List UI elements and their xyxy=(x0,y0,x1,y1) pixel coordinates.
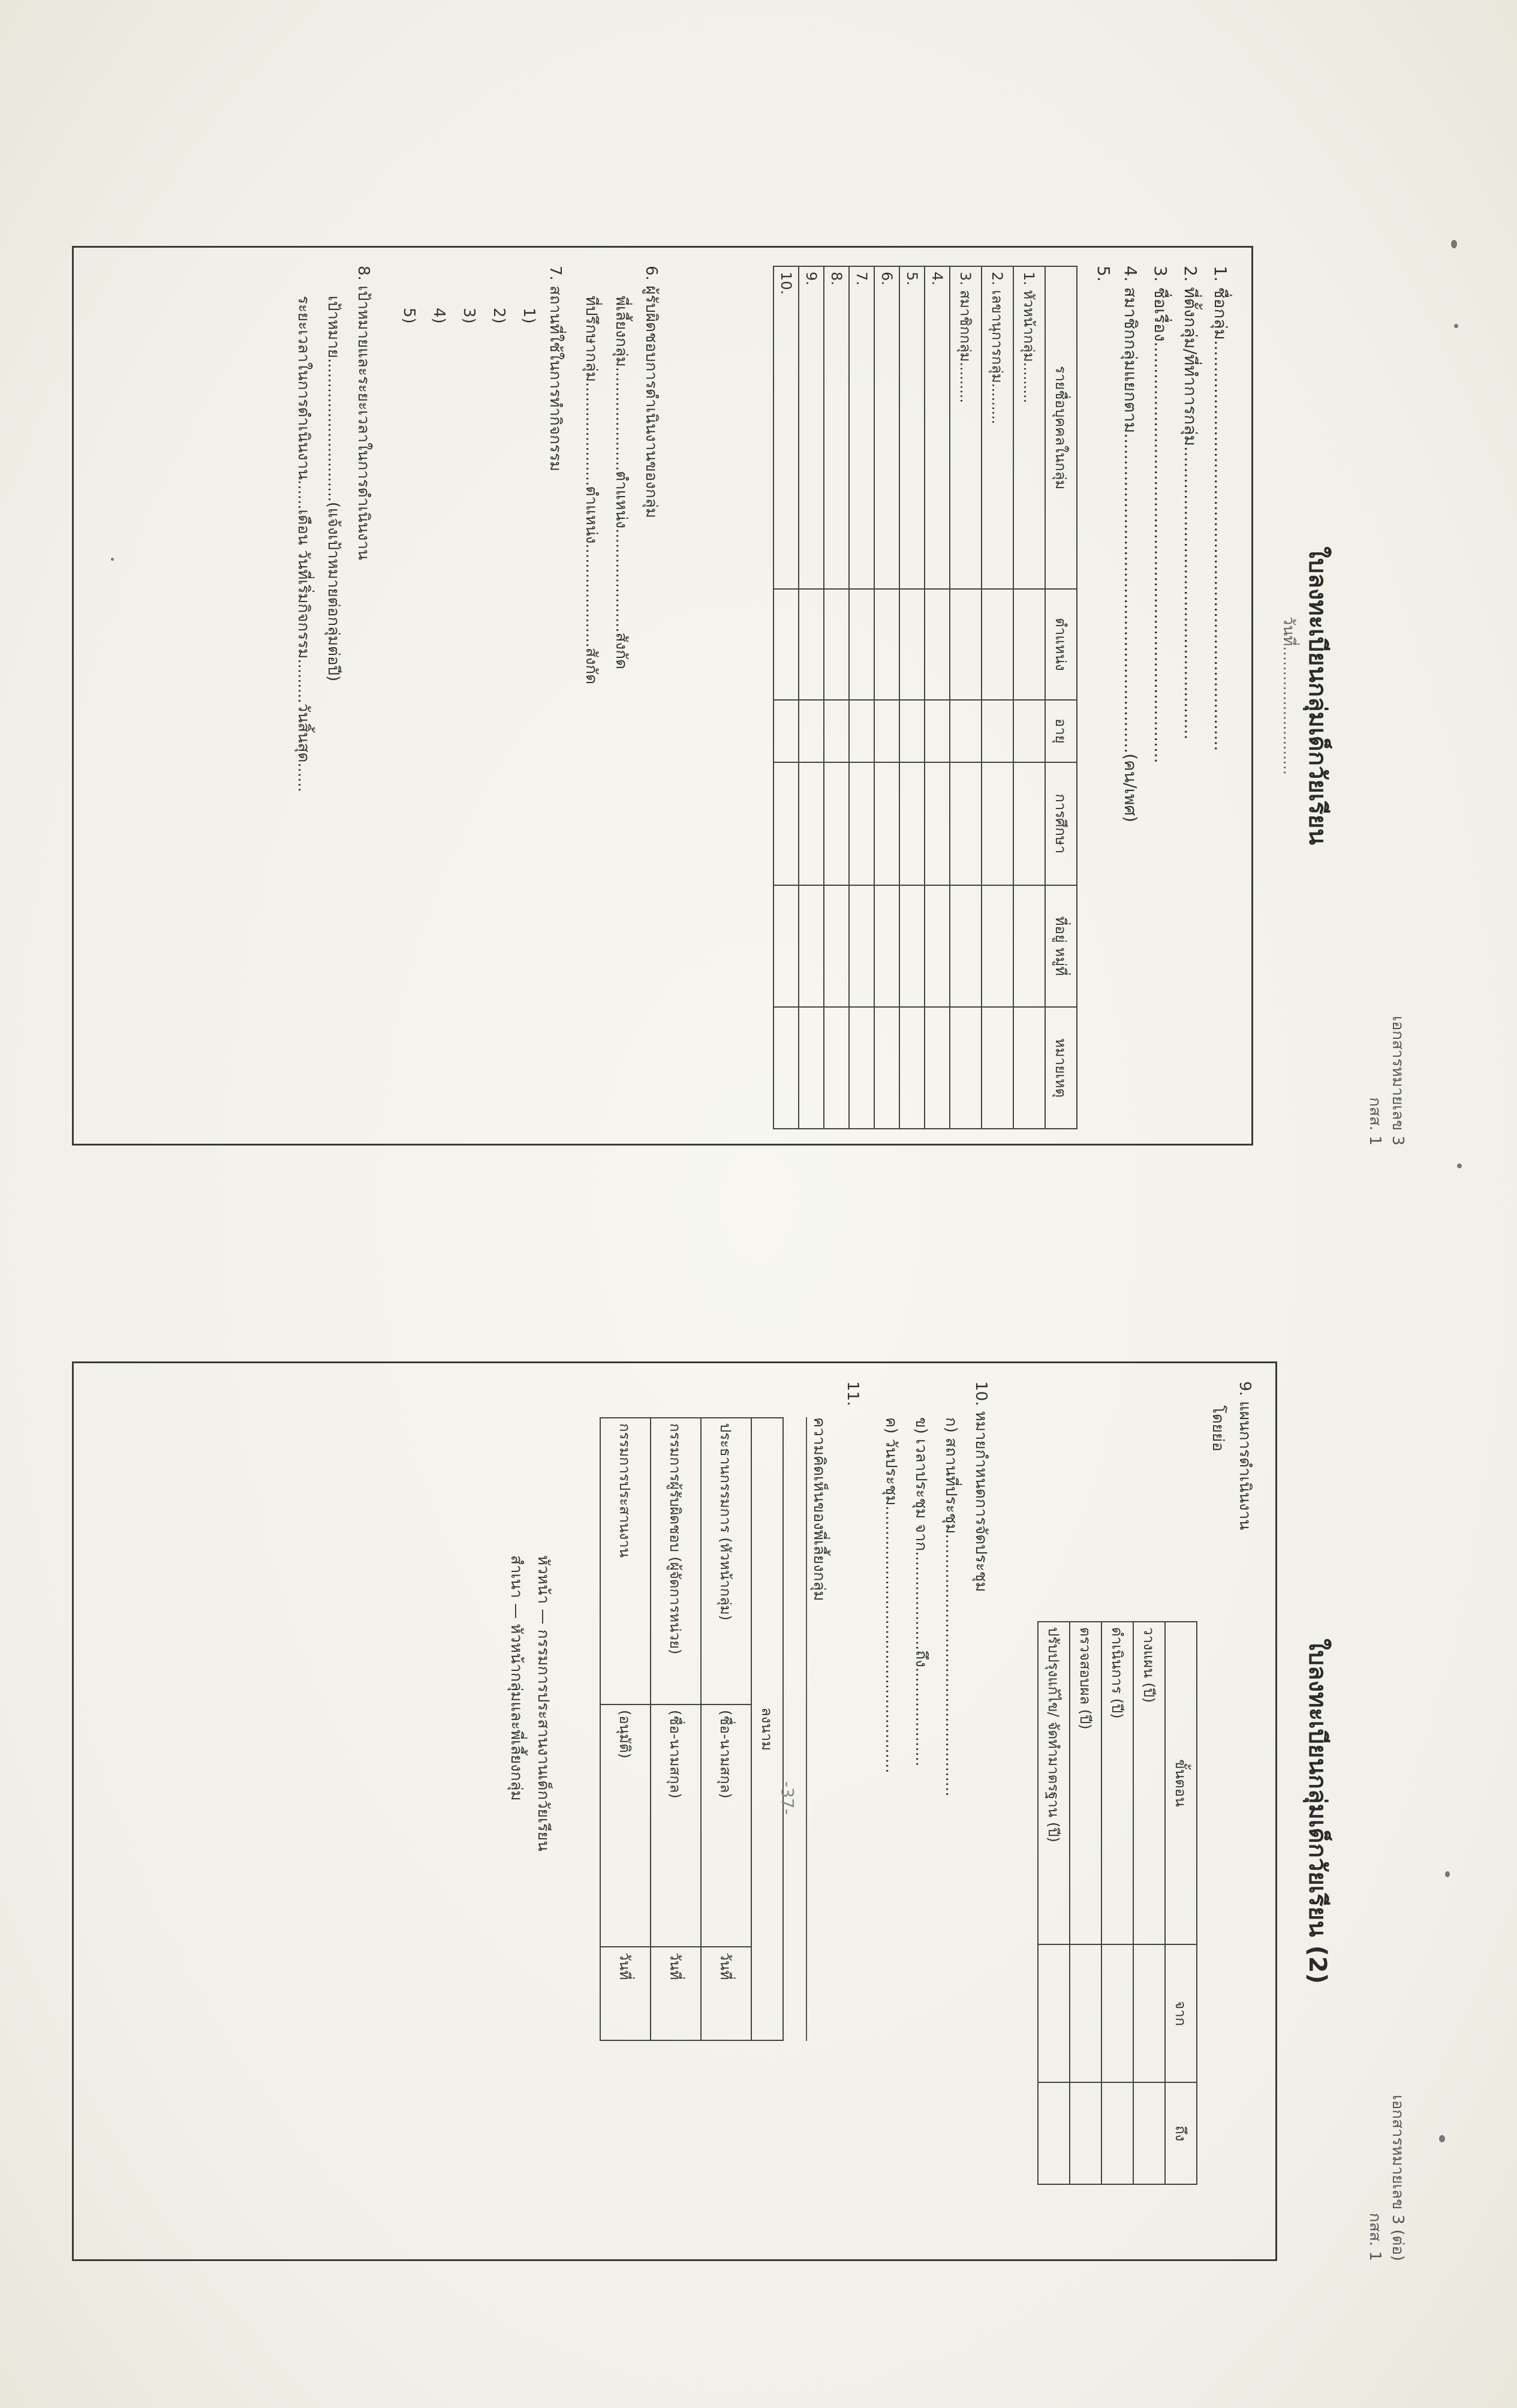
form-code: กสส. 1 xyxy=(1366,2212,1384,2261)
row-label: ดำเนินการ (ปี) xyxy=(1101,1622,1133,1944)
section-7-item-4: 4) xyxy=(430,308,448,324)
sign-role: กรรมการผู้รับผิดชอบ (ผู้จัดการหน่วย) xyxy=(651,1418,701,1704)
table-row xyxy=(773,266,799,1129)
rotated-content xyxy=(48,210,1427,2309)
registration-form-page-2 xyxy=(48,1325,1427,2297)
row-label: 3. สมาชิกกลุ่ม......... xyxy=(950,266,982,589)
col-address: ที่อยู่ หมู่ที่ xyxy=(1045,885,1077,1008)
table-row xyxy=(1013,266,1045,1129)
row-label: 2. เลขานุการกลุ่ม......... xyxy=(982,266,1013,589)
opinion-label: ความคิดเห็นของพี่เลี้ยงกลุ่ม xyxy=(806,1417,832,2041)
section-10-b: ข) เวลาประชุม จาก....................ถึง.................... xyxy=(912,1417,930,1767)
section-7-item-3: 3) xyxy=(460,308,478,324)
row-label: 4. xyxy=(925,266,950,589)
table-row xyxy=(824,266,849,1129)
section-7-item-5: 5) xyxy=(400,308,418,324)
field-1: 1. ชื่อกลุ่ม............................................................................. xyxy=(1211,266,1230,751)
row-label: 7. xyxy=(849,266,874,589)
section-10-c: ค) วันประชุม...................................................... xyxy=(882,1417,900,1773)
table-header-row xyxy=(1165,1622,1197,2184)
doc-number: เอกสารหมายเลข 3 (ต่อ) xyxy=(1389,2094,1407,2261)
sign-role: ประธานกรรมการ (หัวหน้ากลุ่ม) xyxy=(701,1418,751,1704)
row-label: 10. xyxy=(773,266,799,589)
col-from: จาก xyxy=(1165,1944,1197,2082)
field-3: 3. ชื่อเรื่อง............................................................................... xyxy=(1151,266,1170,763)
row-label: 9. xyxy=(799,266,824,589)
section-9-sub: โดยย่อ xyxy=(1209,1405,1227,1451)
col-name: รายชื่อบุคคลในกลุ่ม xyxy=(1045,266,1077,589)
scan-speck xyxy=(1439,2135,1445,2142)
sign-date: วันที่ xyxy=(651,1947,701,2040)
section-7: 7. สถานที่ใช้ในการทำกิจกรรม xyxy=(546,266,564,471)
row-label: 6. xyxy=(874,266,899,589)
col-position: ตำแหน่ง xyxy=(1045,589,1077,700)
table-row xyxy=(982,266,1013,1129)
table-row xyxy=(950,266,982,1129)
section-8-b: ระยะเวลาในการดำเนินงาน......เดือน วันที่เริ่มกิจกรรม.........วันสิ้นสุด...... xyxy=(294,296,312,792)
section-7-item-2: 2) xyxy=(490,308,508,324)
scan-speck xyxy=(1445,1871,1450,1877)
row-label: 5. xyxy=(899,266,925,589)
plan-table xyxy=(1037,1621,1197,2185)
section-8-a: เป้าหมาย.............................(แจ้งเป้าหมายต่อกลุ่มต่อปี) xyxy=(324,296,342,682)
doc-number-block xyxy=(1364,1016,1409,1146)
scan-speck xyxy=(1457,1164,1462,1168)
row-label: ตรวจสอบผล (ปี) xyxy=(1070,1622,1101,1944)
section-7-item-1: 1) xyxy=(520,308,538,324)
doc-number-block xyxy=(1364,2095,1409,2261)
scan-speck xyxy=(1454,324,1458,328)
section-6: 6. ผู้รับผิดชอบการดำเนินงานของกลุ่ม xyxy=(642,266,660,518)
members-table xyxy=(773,266,1077,1129)
sign-date: วันที่ xyxy=(701,1947,751,2040)
row-label: 8. xyxy=(824,266,849,589)
field-5: 5. xyxy=(1094,266,1113,282)
sign-date: วันที่ xyxy=(600,1947,651,2040)
form-box xyxy=(72,1361,1277,2261)
col-age: อายุ xyxy=(1045,700,1077,762)
table-row xyxy=(925,266,950,1129)
table-row xyxy=(899,266,925,1129)
section-6-b: ที่ปรึกษากลุ่ม.....................ตำแหน่ง.....................สังกัด xyxy=(582,296,600,685)
table-row xyxy=(874,266,899,1129)
row-label: 1. หัวหน้ากลุ่ม......... xyxy=(1013,266,1045,589)
section-6-a: พี่เลี้ยงกลุ่ม.....................ตำแหน่ง.....................สังกัด xyxy=(612,296,630,669)
form-code: กสส. 1 xyxy=(1366,1097,1384,1146)
sign-name: (ชื่อ-นามสกุล) xyxy=(651,1704,701,1947)
section-10: 10. หมายกำหนดการจัดประชุม xyxy=(972,1381,990,1592)
signature-table xyxy=(600,1417,784,2041)
sign-name: (ชื่อ-นามสกุล) xyxy=(701,1704,751,1947)
table-row xyxy=(701,1418,751,2040)
table-row xyxy=(1070,1622,1101,2184)
scan-speck xyxy=(111,558,114,561)
section-9: 9. แผนการดำเนินงาน xyxy=(1236,1381,1254,1531)
row-label: วางแผน (ปี) xyxy=(1133,1622,1165,1944)
date-line: วันที่.......................... xyxy=(1280,616,1298,775)
scan-speck xyxy=(1451,240,1457,248)
field-2: 2. ที่ตั้งกลุ่ม/ที่ทำการกลุ่ม....................................................... xyxy=(1181,266,1200,740)
section-10-a: ก) สถานที่ประชุม..................................................... xyxy=(942,1417,960,1797)
table-row xyxy=(1101,1622,1133,2184)
sign-header: ลงนาม xyxy=(751,1418,783,2040)
table-header-row xyxy=(751,1418,783,2040)
table-row xyxy=(799,266,824,1129)
table-row xyxy=(1038,1622,1070,2184)
form-title: ใบลงทะเบียนกลุ่มเด็กวัยเรียน (2) xyxy=(1304,1639,1331,1984)
table-row xyxy=(651,1418,701,2040)
sign-name: (อนุมัติ) xyxy=(600,1704,651,1947)
field-4: 4. สมาชิกกลุ่มแยกตาม............................................................(คน/เพศ) xyxy=(1121,266,1140,823)
form-box xyxy=(72,246,1253,1146)
doc-number: เอกสารหมายเลข 3 xyxy=(1389,1015,1407,1146)
row-label: ปรับปรุงแก้ไข/ จัดทำมาตรฐาน (ปี) xyxy=(1038,1622,1070,1944)
col-remark: หมายเหตุ xyxy=(1045,1007,1077,1129)
sign-role: กรรมการประสานงาน xyxy=(600,1418,651,1704)
table-row xyxy=(1133,1622,1165,2184)
registration-form-page-1 xyxy=(48,210,1427,1182)
footer-distribution-a: หัวหน้า — กรรมการประสานงานเด็กวัยเรียน xyxy=(534,1555,552,1851)
page-number: -37- xyxy=(778,1781,797,1815)
col-education: การศึกษา xyxy=(1045,762,1077,885)
col-step: ขั้นตอน xyxy=(1165,1622,1197,1944)
table-row xyxy=(849,266,874,1129)
table-header-row xyxy=(1045,266,1077,1129)
footer-distribution-b: สำเนา — หัวหน้ากลุ่มและพี่เลี้ยงกลุ่ม xyxy=(507,1555,525,1801)
form-title: ใบลงทะเบียนกลุ่มเด็กวัยเรียน xyxy=(1304,546,1331,845)
col-to: ถึง xyxy=(1165,2082,1197,2184)
section-11: 11. xyxy=(844,1381,862,1406)
table-row xyxy=(600,1418,651,2040)
section-8: 8. เป้าหมายและระยะเวลาในการดำเนินงาน xyxy=(354,266,372,560)
